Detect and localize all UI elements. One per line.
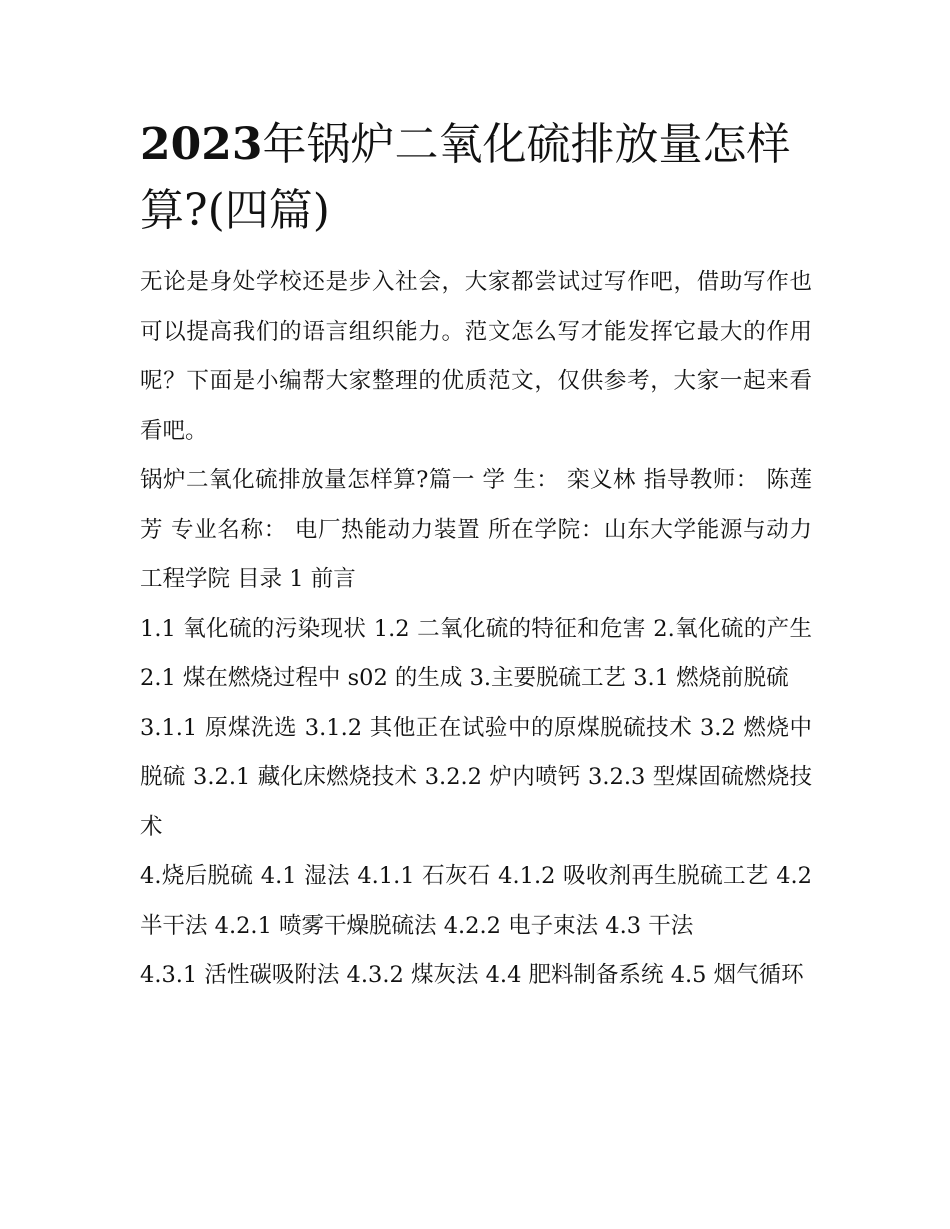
title-year: 2023 [140, 119, 263, 170]
document-title [140, 112, 812, 244]
document-page [140, 112, 812, 1001]
author-info-paragraph: 锅炉二氧化硫排放量怎样算?篇一 学 生： 栾义林 指导教师： 陈莲芳 专业名称： 电厂热能动力装置 所在学院：山东大学能源与动力工程学院 目录 1 前言 [140, 467, 812, 592]
intro-paragraph: 无论是身处学校还是步入社会，大家都尝试过写作吧，借助写作也可以提高我们的语言组织能力。范文怎么写才能发挥它最大的作用呢？下面是小编帮大家整理的优质范文，仅供参考，大家一起来看看吧。 [140, 269, 812, 444]
title-text: 年锅炉二氧化硫排放量怎样算?(四篇) [140, 119, 791, 236]
document-body [140, 258, 812, 1001]
toc-section-1: 1.1 氧化硫的污染现状 1.2 二氧化硫的特征和危害 2.氧化硫的产生 2.1 煤在燃烧过程中 s02 的生成 3.主要脱硫工艺 3.1 燃烧前脱硫 [140, 615, 812, 691]
toc-section-4-3: 4.3.1 活性碳吸附法 4.3.2 煤灰法 4.4 肥料制备系统 4.5 烟气循环 [140, 962, 804, 988]
toc-section-4: 4.烧后脱硫 4.1 湿法 4.1.1 石灰石 4.1.2 吸收剂再生脱硫工艺 4.2 半干法 4.2.1 喷雾干燥脱硫法 4.2.2 电子束法 4.3 干法 [140, 863, 812, 939]
toc-section-3: 3.1.1 原煤洗选 3.1.2 其他正在试验中的原煤脱硫技术 3.2 燃烧中脱硫 3.2.1 藏化床燃烧技术 3.2.2 炉内喷钙 3.2.3 型煤固硫燃烧技术 [140, 714, 812, 840]
